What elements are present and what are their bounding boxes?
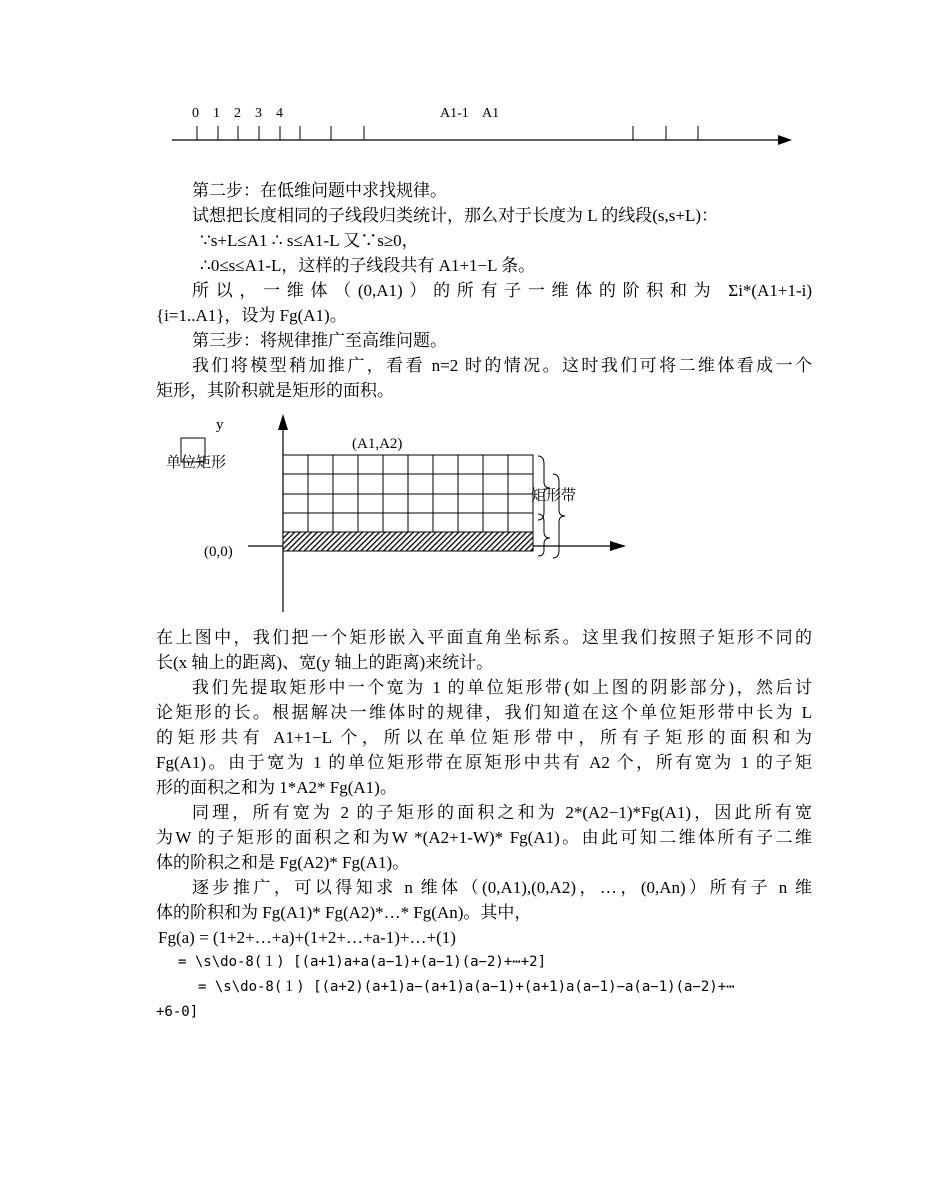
step2-heading: 第二步：在低维问题中求找规律。 xyxy=(192,181,447,200)
shaded-unit-band xyxy=(283,532,533,551)
formula-line: +6-0] xyxy=(156,1004,199,1020)
band-label: 矩形带 xyxy=(531,488,577,504)
x-axis-arrow xyxy=(610,541,626,551)
formula-line: = \s\do-8(１) [(a+1)a+a(a−1)+(a−1)(a−2)+⋯+2] xyxy=(178,954,547,970)
formula-line: ∴0≤s≤A1-L，这样的子线段共有 A1+1−L 条。 xyxy=(200,256,536,275)
origin-label: (0,0) xyxy=(204,544,233,560)
y-axis-arrow xyxy=(278,414,288,430)
formula-line: ∵s+L≤A1 ∴ s≤A1-L 又∵s≥0， xyxy=(200,231,419,250)
text-line: 试想把长度相同的子线段归类统计，那么对于长度为 L 的线段(s,s+L)： xyxy=(192,206,719,225)
text-line: 在上图中，我们把一个矩形嵌入平面直角坐标系。这里我们按照子矩形不同的 xyxy=(156,628,812,647)
text-line: 为W 的子矩形的面积之和为W *(A2+1-W)* Fg(A1)。由此可知二维体所有子二维 xyxy=(156,828,812,847)
text-line: 同理，所有宽为 2 的子矩形的面积之和为 2*(A2−1)*Fg(A1)，因此所有宽 xyxy=(192,803,812,822)
ruler-label-a1-minus-1: A1-1 xyxy=(440,106,469,121)
text-line: Fg(A1)。由于宽为 1 的单位矩形带在原矩形中共有 A2 个，所有宽为 1 的子矩 xyxy=(156,753,812,772)
ruler-label-4: 4 xyxy=(276,106,283,121)
text-line: 我们先提取矩形中一个宽为 1 的单位矩形带(如上图的阴影部分)，然后讨 xyxy=(192,678,812,697)
ruler-label-2: 2 xyxy=(234,106,241,121)
point-label: (A1,A2) xyxy=(352,436,403,452)
text-line: 矩形，其阶积就是矩形的面积。 xyxy=(156,381,394,400)
text-line: 我们将模型稍加推广，看看 n=2 时的情况。这时我们可将二维体看成一个 xyxy=(192,356,812,375)
text-line: 形的面积之和为 1*A2* Fg(A1)。 xyxy=(156,778,397,797)
band-braces xyxy=(538,456,565,558)
step3-heading: 第三步：将规律推广至高维问题。 xyxy=(192,331,447,350)
text-line: 论矩形的长。根据解决一维体时的规律，我们知道在这个单位矩形带中长为 L xyxy=(156,703,812,722)
ruler-label-1: 1 xyxy=(213,106,220,121)
text-line: 的矩形共有 A1+1−L 个，所以在单位矩形带中，所有子矩形的面积和为 xyxy=(156,728,812,747)
unit-rectangle-label: 单位矩形 xyxy=(166,455,227,471)
formula-line: = \s\do-8(１) [(a+2)(a+1)a−(a+1)a(a−1)+(a+1)a(a−1)−a(a−1)(a−2)+⋯ xyxy=(198,979,735,995)
text-line: 体的阶积和为 Fg(A1)* Fg(A2)*…* Fg(An)。其中， xyxy=(156,903,532,922)
ruler-label-a1: A1 xyxy=(482,106,500,121)
text-line: 逐步推广，可以得知求 n 维体（(0,A1),(0,A2)，…，(0,An)）所有子 n 维 xyxy=(192,878,812,897)
ruler-label-0: 0 xyxy=(192,106,199,121)
formula-line: Fg(a) = (1+2+…+a)+(1+2+…+a-1)+…+(1) xyxy=(158,928,456,947)
text-line: 所以，一维体（(0,A1)）的所有子一维体的阶积和为 Σi*(A1+1-i) xyxy=(192,281,812,300)
text-line: 体的阶积之和是 Fg(A2)* Fg(A1)。 xyxy=(156,853,410,872)
text-line: {i=1..A1}，设为 Fg(A1)。 xyxy=(156,306,347,325)
y-axis-label: y xyxy=(216,417,224,433)
ruler-label-3: 3 xyxy=(255,106,262,121)
text-line: 长(x 轴上的距离)、宽(y 轴上的距离)来统计。 xyxy=(156,653,494,672)
